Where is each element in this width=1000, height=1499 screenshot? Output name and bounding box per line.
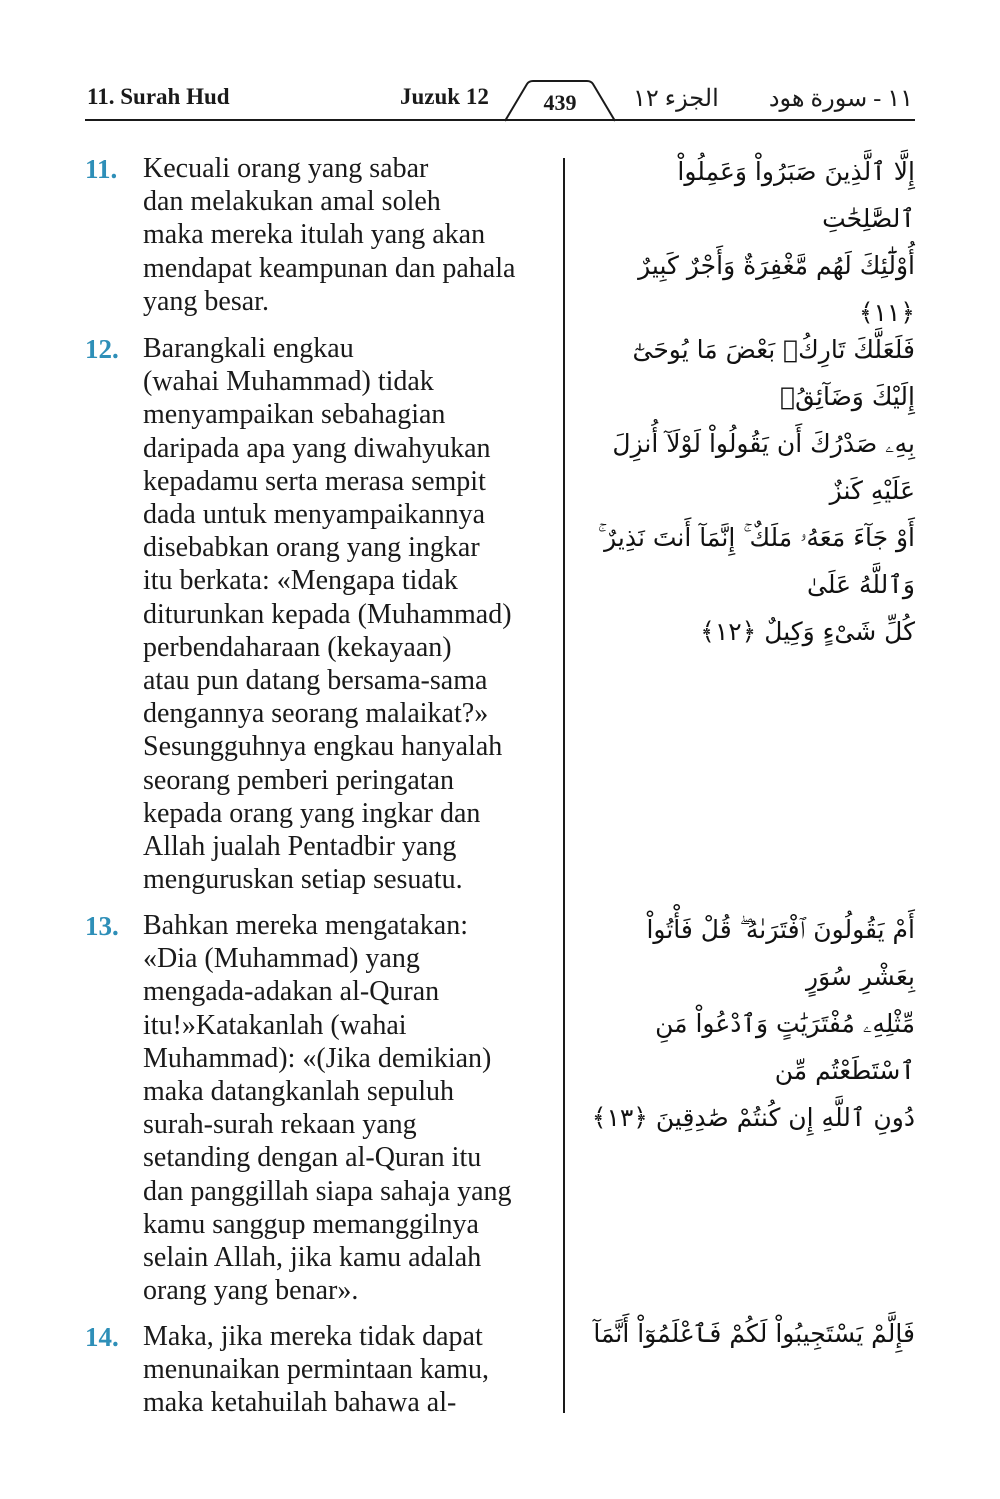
surah-title: 11. Surah Hud bbox=[87, 84, 230, 109]
page-number: 439 bbox=[543, 90, 577, 115]
verse-translation: Bahkan mereka mengatakan: «Dia (Muhammad) yang mengada-adakan al-Quran itu!»Katakanlah (wahai Muhammad): «(Jika demikian) maka datangkanlah sepuluh surah-surah rekaan yang setanding dengan al-Quran itu dan panggillah siapa sahaja yang kamu sanggup memanggilnya selain Allah, jika kamu adalah orang yang benar». bbox=[143, 910, 512, 1307]
verse-arabic: فَلَعَلَّكَ تَارِكُۢ بَعْضَ مَا يُوحَىٰٓ إِلَيْكَ وَضَآئِقُۢ بِهِۦ صَدْرُكَ أَن يَقُولُواْ لَوْلَآ أُنزِلَ عَلَيْهِ كَنزٌ أَوْ جَآءَ مَعَهُۥ مَلَكٌ ۚ إِنَّمَآ أَنتَ نَذِيرٌ ۚ وَٱللَّهُ عَلَىٰ كُلِّ شَىْءٍ وَكِيلٌ ﴿١٢﴾ bbox=[597, 335, 915, 646]
verse-translation: Barangkali engkau (wahai Muhammad) tidak menyampaikan sebahagian daripada apa yang diwahyukan kepadamu serta merasa sempit dada untuk menyampaikannya disebabkan orang yang ingkar itu berkata: «Mengapa tidak diturunkan kepada (Muhammad) perbendaharaan (kekayaan) atau pun datang bersama-sama dengannya seorang malaikat?» Sesungguhnya engkau hanyalah seorang pemberi peringatan kepada orang yang ingkar dan Allah jualah Pentadbir yang menguruskan setiap sesuatu. bbox=[143, 333, 512, 896]
page-number-tab bbox=[505, 78, 615, 122]
juz-arabic: الجزء ١٢ bbox=[633, 86, 719, 112]
verse-arabic: أَمْ يَقُولُونَ ٱفْتَرَىٰهُ ۖ قُلْ فَأْتُواْ بِعَشْرِ سُوَرٍ مِّثْلِهِۦ مُفْتَرَيَٰتٍ وَٱدْعُواْ مَنِ ٱسْتَطَعْتُم مِّن دُونِ ٱللَّهِ إِن كُنتُمْ صَٰدِقِينَ ﴿١٣﴾ bbox=[591, 915, 915, 1132]
verse-number: 11. bbox=[85, 154, 118, 184]
juz-label: Juzuk 12 bbox=[400, 84, 489, 109]
page-header bbox=[85, 78, 915, 122]
verse-arabic: إِلَّا ٱلَّذِينَ صَبَرُواْ وَعَمِلُواْ ٱلصَّٰلِحَٰتِ أُوْلَٰٓئِكَ لَهُم مَّغْفِرَةٌ وَأَجْرٌ كَبِيرٌ ﴿١١﴾ bbox=[638, 157, 915, 327]
verse-number: 13. bbox=[85, 911, 119, 941]
column-divider bbox=[563, 158, 565, 1413]
header-rule bbox=[85, 119, 915, 121]
surah-title-arabic: ١١ - سورة هود bbox=[768, 86, 913, 112]
verse-arabic: فَإِلَّمْ يَسْتَجِيبُواْ لَكُمْ فَٱعْلَمُوٓاْ أَنَّمَآ bbox=[593, 1319, 915, 1348]
verse-number: 14. bbox=[85, 1322, 119, 1352]
verse-number: 12. bbox=[85, 334, 119, 364]
verse-translation: Kecuali orang yang sabar dan melakukan amal soleh maka mereka itulah yang akan mendapat keampunan dan pahala yang besar. bbox=[143, 153, 516, 317]
verse-translation: Maka, jika mereka tidak dapat menunaikan permintaan kamu, maka ketahuilah bahawa al- bbox=[143, 1321, 489, 1419]
